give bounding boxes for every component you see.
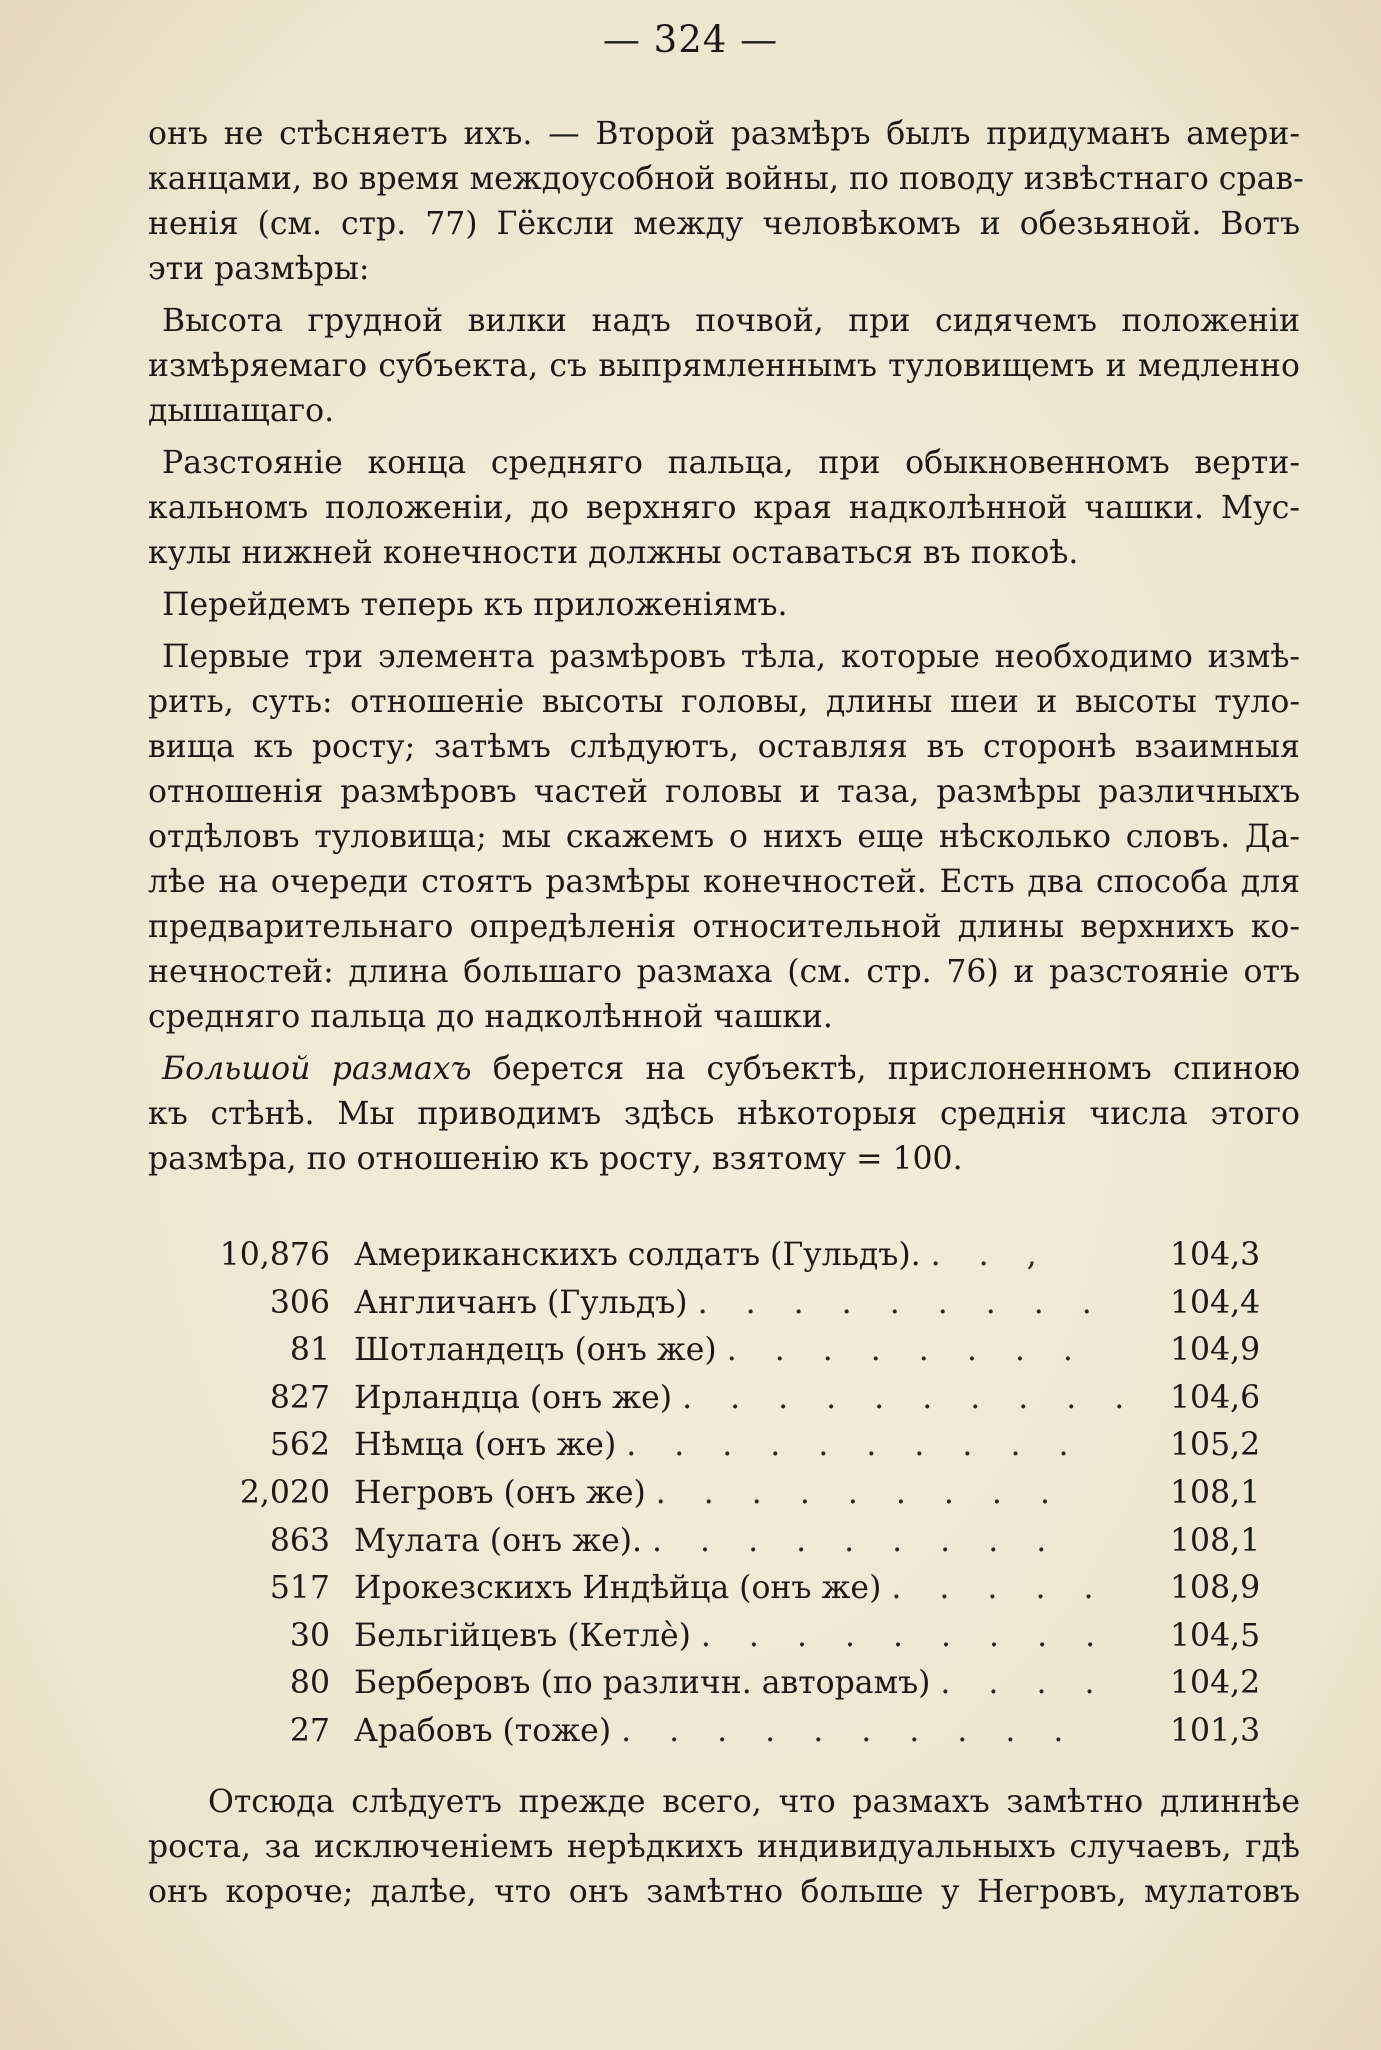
body-text (148, 112, 1304, 1182)
table-row (148, 1570, 1300, 1618)
dot-leader: . . . . . . . . . . (626, 1427, 1083, 1464)
dot-leader: . . , (930, 1237, 1051, 1273)
dot-leader: . . . . . . . . . (700, 1617, 1110, 1654)
paragraph-3 (148, 441, 1300, 576)
label-cell: Негровъ (онъ же) (354, 1474, 646, 1511)
value-cell: 104,9 (1170, 1332, 1261, 1369)
text-line: дышащаго. (148, 393, 335, 429)
measurement-table (148, 1237, 1300, 1761)
text-line: вища къ росту; затѣмъ слѣдуютъ, оставляя въ сторонѣ взаимныя (148, 729, 1300, 765)
value-cell: 105,2 (1170, 1427, 1261, 1464)
label-cell: Арабовъ (тоже) (354, 1712, 612, 1749)
dot-leader: . . . . . . . . . . (682, 1379, 1139, 1416)
text-line: ненія (см. стр. 77) Гёксли между человѣкомъ и обезьяной. Вотъ (148, 206, 1300, 242)
table-row (148, 1475, 1300, 1523)
text-line: отдѣловъ туловища; мы скажемъ о нихъ еще нѣсколько словъ. Да- (148, 819, 1300, 855)
text-line: кальномъ положеніи, до верхняго края надколѣнной чашки. Мус- (148, 490, 1300, 526)
count-cell: 30 (289, 1617, 330, 1654)
table-row (148, 1380, 1300, 1428)
value-cell: 104,6 (1170, 1379, 1261, 1416)
value-cell: 104,2 (1170, 1665, 1261, 1702)
label-cell: Берберовъ (по различн. авторамъ) (354, 1665, 931, 1702)
text-line: лѣе на очереди стоятъ размѣры конечностей. Есть два способа для (148, 864, 1300, 900)
dot-leader: . . . . . . . . . . (621, 1712, 1078, 1749)
text-line: рить, суть: отношеніе высоты головы, длины шеи и высоты туло- (148, 684, 1300, 720)
label-cell: Американскихъ солдатъ (Гульдъ). (354, 1237, 921, 1273)
count-cell: 517 (269, 1570, 330, 1607)
table-row (148, 1332, 1300, 1380)
paragraph-6 (148, 1047, 1300, 1182)
text-line: канцами, во время междоусобной войны, по поводу извѣстнаго срав- (148, 161, 1304, 197)
text-line: отношенія размѣровъ частей головы и таза, размѣры различныхъ (148, 774, 1300, 810)
text-line (148, 1047, 1300, 1092)
dot-leader: . . . . . . . . . (652, 1522, 1061, 1559)
count-cell: 80 (289, 1665, 330, 1702)
text-line: размѣра, по отношенію къ росту, взятому = 100. (148, 1141, 963, 1177)
dot-leader: . . . . . (891, 1570, 1108, 1607)
paragraph-4 (148, 583, 1300, 628)
table-row (148, 1665, 1300, 1713)
value-cell: 104,4 (1170, 1284, 1261, 1321)
text-line: Разстояніе конца средняго пальца, при обыкновенномъ верти- (162, 445, 1300, 481)
value-cell: 108,9 (1170, 1570, 1261, 1607)
text-line: Перейдемъ теперь къ приложеніямъ. (162, 587, 788, 623)
text-line: онъ короче; далѣе, что онъ замѣтно больше у Негровъ, мулатовъ (148, 1874, 1300, 1910)
dot-leader: . . . . . . . . (726, 1332, 1087, 1369)
table-row (148, 1427, 1300, 1475)
value-cell: 104,5 (1170, 1617, 1261, 1654)
text-line: эти размѣры: (148, 251, 370, 287)
text-line: роста, за исключеніемъ нерѣдкихъ индивидуальныхъ случаевъ, гдѣ (148, 1829, 1300, 1865)
label-cell: Нѣмца (онъ же) (354, 1427, 617, 1464)
dot-leader: . . . . (940, 1665, 1109, 1702)
text-fragment: берется на субъектѣ, прислоненномъ спиною (471, 1051, 1300, 1087)
table-row (148, 1285, 1300, 1333)
text-line: средняго пальца до надколѣнной чашки. (148, 999, 833, 1035)
count-cell: 827 (269, 1379, 330, 1416)
table-row (148, 1713, 1300, 1761)
label-cell: Ирокезскихъ Индѣйца (онъ же) (354, 1570, 882, 1607)
text-line: предварительнаго опредѣленія относительной длины верхнихъ ко- (148, 909, 1300, 945)
value-cell: 108,1 (1170, 1474, 1261, 1511)
italic-term: Большой размахъ (162, 1051, 472, 1087)
count-cell: 27 (289, 1712, 330, 1749)
dot-leader: . . . . . . . . . (697, 1284, 1106, 1321)
count-cell: 562 (269, 1427, 330, 1464)
count-cell: 2,020 (239, 1474, 330, 1511)
text-line: измѣряемаго субъекта, съ выпрямленнымъ туловищемъ и медленно (148, 348, 1300, 384)
value-cell: 104,3 (1170, 1237, 1261, 1273)
text-line: Высота грудной вилки надъ почвой, при сидячемъ положеніи (162, 303, 1300, 339)
paragraph-1 (148, 112, 1304, 292)
count-cell: 306 (269, 1284, 330, 1321)
text-line: онъ не стѣсняетъ ихъ. — Второй размѣръ былъ придуманъ амери- (148, 116, 1300, 152)
page-number: — 324 — (602, 18, 779, 61)
table-row (148, 1618, 1300, 1666)
label-cell: Англичанъ (Гульдъ) (354, 1284, 688, 1321)
text-line: Отсюда слѣдуетъ прежде всего, что размахъ замѣтно длиннѣе (208, 1784, 1300, 1820)
text-line: кулы нижней конечности должны оставаться въ покоѣ. (148, 535, 1079, 571)
count-cell: 10,876 (219, 1237, 330, 1273)
value-cell: 101,3 (1170, 1712, 1261, 1749)
count-cell: 863 (269, 1522, 330, 1559)
paragraph-5 (148, 635, 1300, 1040)
label-cell: Мулата (онъ же). (354, 1522, 643, 1559)
label-cell: Бельгійцевъ (Кетлѐ) (354, 1617, 691, 1654)
table-row (148, 1523, 1300, 1571)
label-cell: Ирландца (онъ же) (354, 1379, 673, 1416)
dot-leader: . . . . . . . . . (655, 1474, 1064, 1511)
text-line: къ стѣнѣ. Мы приводимъ здѣсь нѣкоторыя среднія числа этого (148, 1096, 1300, 1132)
table-row (148, 1237, 1300, 1285)
paragraph-2 (148, 299, 1300, 434)
label-cell: Шотландецъ (онъ же) (354, 1332, 717, 1369)
text-line: Первые три элемента размѣровъ тѣла, которые необходимо измѣ- (162, 639, 1300, 675)
text-line: нечностей: длина большаго размаха (см. стр. 76) и разстояніе отъ (148, 954, 1300, 990)
count-cell: 81 (289, 1332, 330, 1369)
closing-paragraph (148, 1780, 1300, 1915)
value-cell: 108,1 (1170, 1522, 1261, 1559)
